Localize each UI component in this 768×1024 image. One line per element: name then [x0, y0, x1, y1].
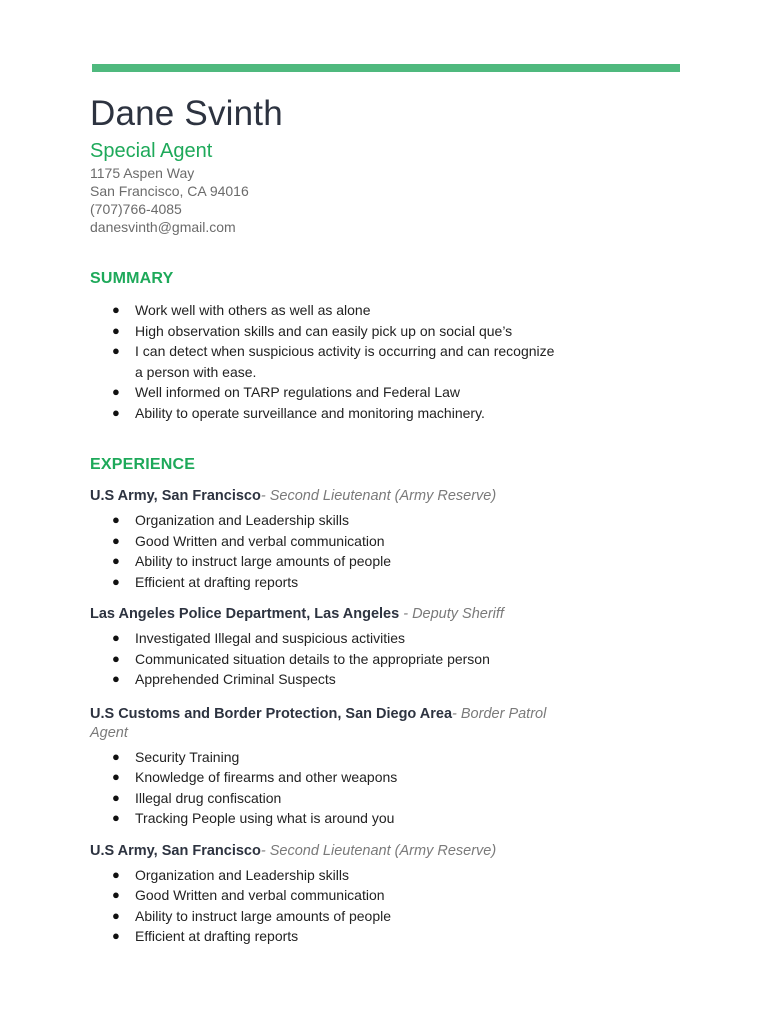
list-item: ● Efficient at drafting reports — [90, 572, 555, 593]
job-heading: U.S Customs and Border Protection, San Diego Area- Border Patrol Agent — [90, 705, 547, 741]
bullet-icon: ● — [112, 532, 120, 548]
list-item: ● Knowledge of firearms and other weapons — [90, 767, 555, 788]
bullet-icon: ● — [112, 404, 120, 420]
list-item: ● Illegal drug confiscation — [90, 788, 555, 809]
address-line-1: 1175 Aspen Way — [90, 165, 195, 181]
job-role: Border Patrol Agent — [90, 705, 547, 741]
bullet-icon: ● — [112, 302, 120, 317]
list-item: ● Communicated situation details to the appropriate person — [90, 649, 555, 670]
job-heading: U.S Army, San Francisco- Second Lieutenant (Army Reserve) — [90, 842, 497, 859]
employer: U.S Army, San Francisco — [90, 488, 261, 504]
bullet-icon: ● — [112, 866, 120, 882]
bullet-icon: ● — [112, 789, 120, 805]
bullet-icon: ● — [112, 887, 120, 902]
job-entry — [90, 705, 690, 829]
job-heading: U.S Army, San Francisco- Second Lieutenant (Army Reserve) — [90, 488, 497, 504]
list-item: ● Well informed on TARP regulations and Federal Law — [90, 382, 555, 403]
list-item: ● Tracking People using what is around you — [90, 808, 555, 829]
bullet-icon: ● — [112, 650, 120, 666]
accent-bar — [92, 64, 680, 72]
employer: U.S Customs and Border Protection, San Diego Area — [90, 705, 453, 722]
job-role: Second Lieutenant (Army Reserve) — [269, 842, 497, 859]
job-role: Deputy Sheriff — [412, 606, 504, 622]
list-item: ● Organization and Leadership skills — [90, 510, 555, 531]
bullet-icon: ● — [112, 928, 120, 943]
experience-heading: EXPERIENCE — [90, 456, 196, 473]
employer: Las Angeles Police Department, Las Angeles — [90, 606, 400, 622]
bullet-icon: ● — [112, 630, 120, 645]
list-item: ● Good Written and verbal communication — [90, 885, 555, 906]
job-entry — [90, 842, 690, 947]
bullet-icon: ● — [112, 907, 120, 923]
bullet-icon: ● — [112, 384, 120, 399]
bullet-icon: ● — [112, 748, 120, 764]
job-title: Special Agent — [90, 140, 213, 162]
bullet-icon: ● — [112, 553, 120, 568]
list-item: ● Security Training — [90, 747, 555, 768]
list-item: ● Ability to instruct large amounts of people — [90, 906, 555, 927]
summary-list — [90, 300, 690, 423]
job-duties — [90, 865, 690, 947]
employer: U.S Army, San Francisco — [90, 842, 261, 859]
summary-heading: SUMMARY — [90, 270, 174, 287]
job-role: Second Lieutenant (Army Reserve) — [269, 488, 497, 504]
bullet-icon: ● — [112, 769, 120, 784]
bullet-icon: ● — [112, 573, 120, 589]
bullet-icon: ● — [112, 343, 120, 358]
list-item: ● Work well with others as well as alone — [90, 300, 555, 321]
list-item: ● Ability to instruct large amounts of people — [90, 551, 555, 572]
job-duties — [90, 628, 690, 690]
list-item: ● Ability to operate surveillance and monitoring machinery. — [90, 403, 555, 424]
bullet-icon: ● — [112, 512, 120, 527]
job-heading: Las Angeles Police Department, Las Angeles - Deputy Sheriff — [90, 606, 504, 622]
phone-number: (707)766-4085 — [90, 201, 182, 217]
email-address: danesvinth@gmail.com — [90, 219, 236, 235]
job-duties — [90, 747, 690, 829]
bullet-icon: ● — [112, 671, 120, 686]
list-item: ● Efficient at drafting reports — [90, 926, 555, 947]
list-item: ● Investigated Illegal and suspicious activities — [90, 628, 555, 649]
list-item: ● I can detect when suspicious activity is occurring and can recognize a person with ease. — [112, 343, 555, 380]
bullet-icon: ● — [112, 810, 120, 825]
bullet-icon: ● — [112, 322, 120, 338]
list-item: ● Organization and Leadership skills — [90, 865, 555, 886]
resume-page — [90, 92, 690, 947]
list-item: ● Apprehended Criminal Suspects — [90, 669, 555, 690]
job-duties — [90, 510, 690, 592]
contact-block — [90, 164, 690, 236]
candidate-name: Dane Svinth — [90, 94, 283, 133]
job-entry — [90, 487, 690, 592]
list-item: ● High observation skills and can easily pick up on social que’s — [90, 321, 555, 342]
address-line-2: San Francisco, CA 94016 — [90, 183, 249, 199]
list-item: ● Good Written and verbal communication — [90, 531, 555, 552]
job-entry — [90, 605, 690, 690]
